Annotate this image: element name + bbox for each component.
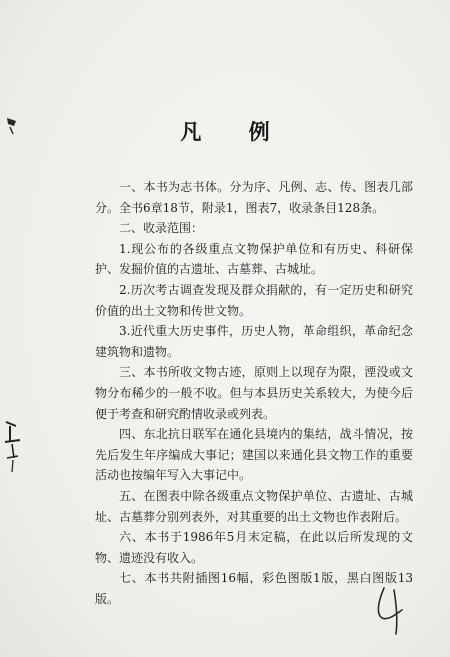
page-title: 凡 例 [180,119,290,144]
document-body [95,177,413,609]
paragraph-10: 七、本书共附插图16幅，彩色图版1版，黑白图版13版。 [95,571,413,606]
handwritten-page-number [372,584,412,638]
paragraph-2: 二、收录范围： [119,221,204,236]
binding-mark-lower [2,418,28,478]
paragraph-7: 四、东北抗日联军在通化县境内的集结，战斗情况，按先后发生年序编成大事记；建国以来通化县文物工作的重要活动也按编年写入大事记中。 [95,427,413,483]
paragraph-6: 三、本书所收文物古迹，原则上以现存为限，湮没或文物分布稀少的一般不收。但与本县历史关系较大，为使今后便于考查和研究酌情收录或列表。 [95,365,413,421]
paragraph-8: 五、在图表中除各级重点文物保护单位、古遗址、古城址、古墓葬分别列表外，对其重要的出土文物也作表附后。 [95,488,413,524]
paragraph-9: 六、本书于1986年5月末定稿，在此以后所发现的文物、遗迹没有收入。 [95,530,413,565]
paragraph-3: 1.现公布的各级重点文物保护单位和有历史、科研保护、发掘价值的古遗址、古墓葬、古城址。 [95,241,413,277]
paragraph-5: 3.近代重大历史事件，历史人物，革命组织，革命纪念建筑物和遗物。 [95,324,413,359]
paragraph-4: 2.历次考古调查发现及群众捐献的，有一定历史和研究价值的出土文物和传世文物。 [95,282,413,318]
paragraph-1: 一、本书为志书体。分为序、凡例、志、传、图表几部分。全书6章18节，附录1，图表7，收录条目128条。 [95,180,413,215]
